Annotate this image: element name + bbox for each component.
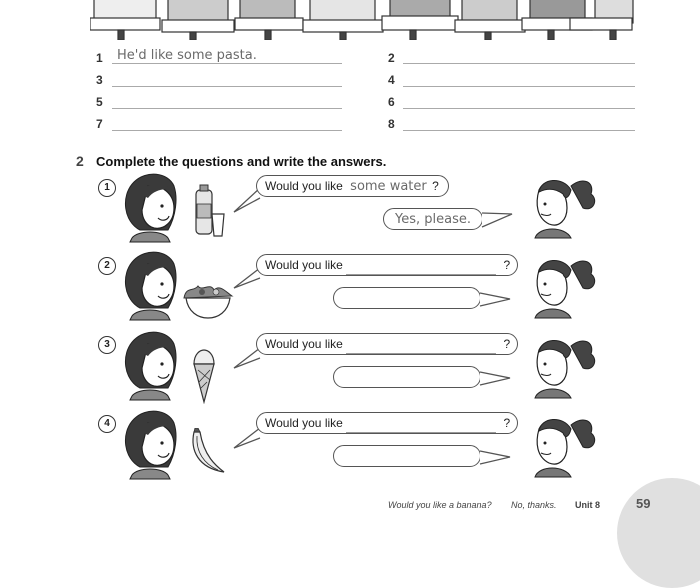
- line-number: 4: [388, 73, 395, 87]
- answer-line[interactable]: [403, 72, 635, 87]
- question-prefix: Would you like: [265, 179, 343, 193]
- line-number: 2: [388, 51, 395, 65]
- answer-bubble[interactable]: [333, 287, 481, 309]
- question-bubble: [256, 175, 449, 197]
- girl-answering-icon: [525, 170, 597, 240]
- question-mark: ?: [503, 337, 511, 351]
- question-bubble: [256, 333, 518, 355]
- item-number-circle: 4: [98, 415, 116, 433]
- question-bubble: [256, 254, 518, 276]
- answer-bubble[interactable]: [333, 366, 481, 388]
- speech-tail: [480, 210, 514, 232]
- item-number-circle: 2: [98, 257, 116, 275]
- line-number: 5: [96, 95, 103, 109]
- unit-label: Unit 8: [575, 500, 601, 510]
- top-illustration: [90, 0, 635, 40]
- line-number: 6: [388, 95, 395, 109]
- question-prefix: Would you like: [265, 416, 343, 430]
- question-mark: ?: [432, 179, 439, 193]
- answer-bubble[interactable]: [333, 445, 481, 467]
- water-bottle-glass-icon: [190, 184, 230, 240]
- page-number-tab: [617, 478, 700, 588]
- girl-answering-icon: [525, 409, 597, 479]
- girl-asking-icon: [118, 250, 184, 322]
- footer-phrase-question: Would you like a banana?: [388, 500, 492, 510]
- question-prefix: Would you like: [265, 337, 343, 351]
- question-prefix: Would you like: [265, 258, 343, 272]
- question-blank[interactable]: [346, 341, 496, 354]
- ice-cream-cone-icon: [190, 348, 218, 404]
- girl-asking-icon: [118, 172, 184, 244]
- girl-asking-icon: [118, 409, 184, 481]
- question-blank[interactable]: [346, 420, 496, 433]
- question-bubble: [256, 412, 518, 434]
- line-number: 7: [96, 117, 103, 131]
- answer-line[interactable]: [112, 116, 342, 131]
- banana-icon: [186, 428, 230, 476]
- line-number: 3: [96, 73, 103, 87]
- filled-answer: Yes, please.: [395, 212, 471, 227]
- question-mark: ?: [503, 416, 511, 430]
- footer-phrase-answer: No, thanks.: [511, 500, 557, 510]
- girl-asking-icon: [118, 330, 184, 402]
- item-number-circle: 1: [98, 179, 116, 197]
- question-blank[interactable]: [346, 262, 496, 275]
- section-number: 2: [76, 153, 84, 169]
- girl-answering-icon: [525, 250, 597, 320]
- answer-line[interactable]: [112, 72, 342, 87]
- question-mark: ?: [503, 258, 511, 272]
- speech-tail: [478, 448, 512, 470]
- handwritten-answer: He'd like some pasta.: [117, 48, 257, 63]
- answer-line[interactable]: [112, 94, 342, 109]
- salad-bowl-icon: [180, 282, 236, 320]
- item-number-circle: 3: [98, 336, 116, 354]
- answer-line[interactable]: [403, 116, 635, 131]
- answer-line[interactable]: [403, 94, 635, 109]
- line-number: 8: [388, 117, 395, 131]
- speech-tail: [478, 290, 512, 312]
- page-number: 59: [636, 496, 651, 511]
- girl-answering-icon: [525, 330, 597, 400]
- speech-tail: [478, 369, 512, 391]
- section-title: Complete the questions and write the answers.: [96, 154, 387, 169]
- filled-question-answer[interactable]: some water: [350, 179, 427, 194]
- answer-line[interactable]: [403, 49, 635, 64]
- answer-bubble[interactable]: [383, 208, 483, 230]
- line-number: 1: [96, 51, 103, 65]
